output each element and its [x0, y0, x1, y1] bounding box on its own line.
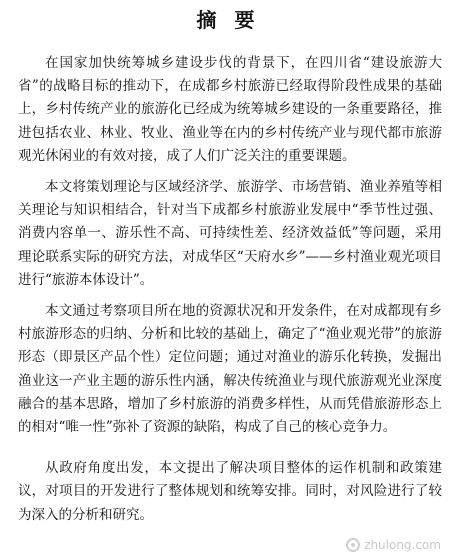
page-title: 摘要 — [196, 8, 273, 32]
paragraph-4: 从政府角度出发，本文提出了解决项目整体的运作机制和政策建议，对项目的开发进行了整体规划和统筹安排。同时，对风险进行了较为深入的分析和研究。 — [18, 460, 442, 523]
logo-icon — [346, 538, 360, 552]
paragraph-2: 本文将策划理论与区域经济学、旅游学、市场营销、渔业养殖等相关理论与知识相结合，针对当下成都乡村旅游业发展中“季节性过强、消费内容单一、游乐性不高、可持续性差、经济效益低”等问题，采用理论联系实际的研究方法，对成华区“天府水乡”——乡村渔业观光项目进行“旅游本体设计”。 — [18, 179, 442, 288]
watermark-text: zhulong.com — [364, 538, 441, 552]
paragraph-1: 在国家加快统筹城乡建设步伐的背景下，在四川省“建设旅游大省”的战略目标的推动下，在成都乡村旅游已经取得阶段性成果的基础上，乡村传统产业的旅游化已经成为统筹城乡建设的一条重要路径，推进包括农业、林业、牧业、渔业等在内的乡村传统产业与现代都市旅游观光休闲业的有效对接，成了人们广泛关注的重要课题。 — [18, 55, 442, 164]
watermark — [346, 538, 441, 552]
abstract-body — [18, 52, 442, 535]
paragraph-3: 本文通过考察项目所在地的资源状况和开发条件，在对成都现有乡村旅游形态的归纳、分析和比较的基础上，确定了“渔业观光带”的旅游形态（即景区产品个性）定位问题；通过对渔业的游乐化转换，发掘出渔业这一产业主题的游乐性内涵，解决传统渔业与现代旅游观光业深度融合的基本思路，增加了乡村旅游的消费多样性，从而凭借旅游形态上的相对“唯一性”弥补了资源的缺陷，构成了自己的核心竞争力。 — [18, 303, 442, 436]
